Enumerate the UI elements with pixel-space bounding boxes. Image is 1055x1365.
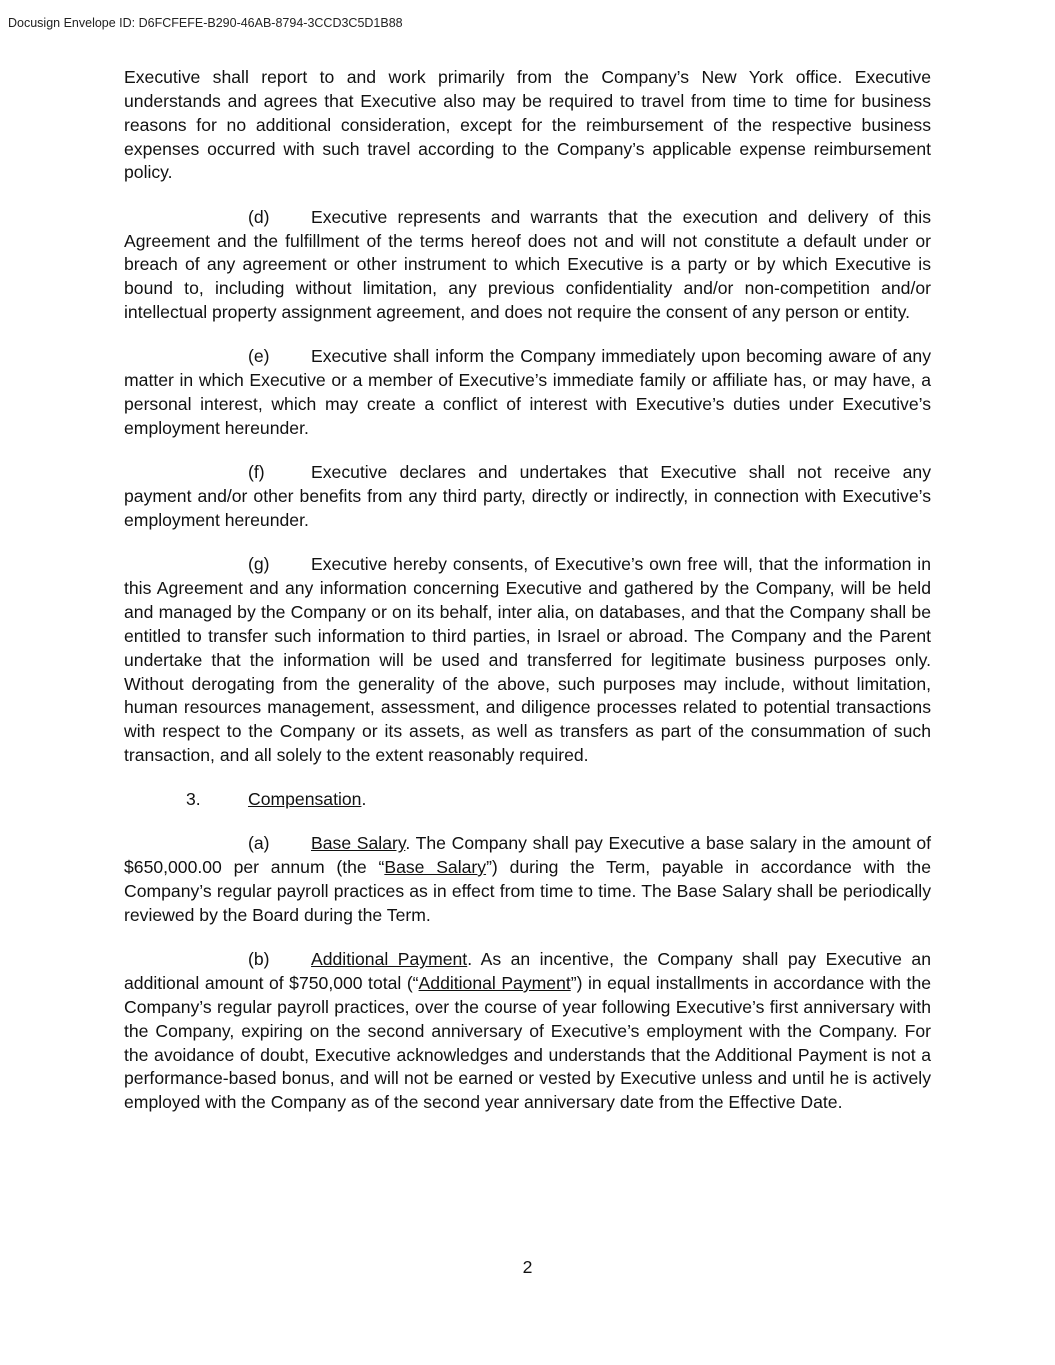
clause-3b-heading: Additional Payment [311, 949, 468, 970]
clause-3b-text-2: ”) in equal installments in accordance with the Company’s regular payroll practices, over the course of year following Executive’s first anniversary with the Company, expiring on the second anniversary of Executive’s employment with the Company. For the avoidance of doubt, Executive acknowledges and understands that the Additional Payment is not a performance-based bonus, and will not be earned or vested by Executive unless and until he is actively employed with the Company as of the second year anniversary date from the Effective Date. [124, 973, 932, 1113]
clause-3b-label: (b) [248, 949, 270, 970]
section-3-title-suffix: . [361, 789, 367, 810]
clause-d-label: (d) [248, 206, 270, 227]
clause-f [124, 461, 931, 533]
clause-g-text: Executive hereby consents, of Executive’s own free will, that the information in this Agreement and any information concerning Executive and gathered by the Company, will be held and managed by the Company or on its behalf, inter alia, on databases, and that the Company shall be entitled to transfer such information to third parties, in Israel or abroad. The Company and the Parent undertake that the information will be used and transferred for legitimate business purposes only. Without derogating from the generality of the above, such purposes may include, without limitation, human resources management, assessment, and diligence processes related to potential transactions with respect to the Company or its assets, as well as transfers as part of the consummation of such transaction, and all solely to the extent reasonably required. [124, 554, 931, 766]
page-number: 2 [522, 1257, 533, 1277]
clause-3a-defined-term: Base Salary [384, 857, 487, 878]
document-body [124, 66, 931, 1136]
clause-f-text: Executive declares and undertakes that Executive shall not receive any payment and/or other benefits from any third party, directly or indirectly, in connection with Executive’s employment hereunder. [124, 462, 931, 530]
clause-f-label: (f) [248, 462, 265, 483]
clause-3a-heading: Base Salary [311, 833, 406, 854]
clause-e-label: (e) [248, 346, 270, 367]
intro-paragraph: Executive shall report to and work primarily from the Company’s New York office. Executive understands and agrees that Executive also may be required to travel from time to time for business reasons for no additional consideration, except for the reimbursement of the respective business expenses occurred with such travel according to the Company’s applicable expense reimbursement policy. [124, 67, 931, 183]
clause-g-label: (g) [248, 554, 270, 575]
section-3-title: Compensation [248, 789, 362, 810]
section-3-number: 3. [186, 789, 201, 810]
clause-e [124, 345, 931, 440]
clause-e-text: Executive shall inform the Company immediately upon becoming aware of any matter in which Executive or a member of Executive’s immediate family or affiliate has, or may have, a personal interest, which may create a conflict of interest with Executive’s duties under Executive’s employment hereunder. [124, 346, 931, 438]
clause-d-text: Executive represents and warrants that the execution and delivery of this Agreement and the fulfillment of the terms hereof does not and will not constitute a default under or breach of any agreement or other instrument to which Executive is a party or by which Executive is bound to, including without limitation, any previous confidentiality and/or non-competition and/or intellectual property assignment agreement, and does not require the consent of any person or entity. [124, 206, 931, 323]
clause-3b-defined-term: Additional Payment [418, 973, 571, 993]
clause-3a-text-1: . The Company shall pay Executive a base salary in the amount of $650,000.00 per annum (the “ [124, 833, 931, 878]
clause-3b-additional-payment [124, 948, 931, 1115]
clause-3a-label: (a) [248, 833, 270, 854]
clause-3a-text-2: ”) during the Term, payable in accordance with the Company’s regular payroll practices as in effect from time to time. The Base Salary shall be periodically reviewed by the Board during the Term. [124, 857, 932, 925]
clause-3b-text-1: . As an incentive, the Company shall pay Executive an additional amount of $750,000 total (“ [124, 949, 931, 993]
docusign-envelope-id: Docusign Envelope ID: D6FCFEFE-B290-46AB-8794-3CCD3C5D1B88 [8, 16, 403, 30]
clause-3a-base-salary [124, 832, 931, 927]
clause-d [124, 206, 931, 325]
clause-g [124, 553, 931, 768]
section-3-heading [186, 788, 931, 812]
